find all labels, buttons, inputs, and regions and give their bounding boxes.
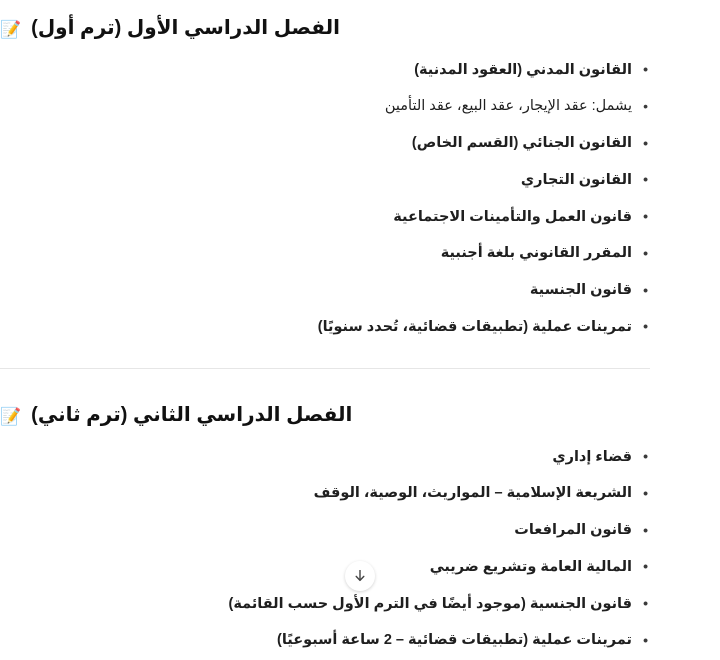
- memo-icon: 📝: [0, 19, 22, 39]
- section-one-title: الفصل الدراسي الأول (ترم أول): [31, 17, 341, 39]
- list-item: • الشريعة الإسلامية – المواريث، الوصية، الوقف: [0, 476, 650, 513]
- section-semester-one: [0, 0, 650, 346]
- section-semester-two: [0, 387, 650, 660]
- section-two-heading: [0, 387, 650, 439]
- list-item: • قضاء إداري: [0, 439, 650, 476]
- list-item: • تمرينات عملية (تطبيقات قضائية، تُحدد سنويًا): [0, 309, 650, 346]
- scroll-down-button[interactable]: [345, 561, 375, 591]
- list-item: • تمرينات عملية (تطبيقات قضائية – 2 ساعة أسبوعيًا): [0, 623, 650, 660]
- list-item: • القانون التجاري: [0, 162, 650, 199]
- memo-icon: 📝: [0, 406, 22, 426]
- list-item: • القانون المدني (العقود المدنية): [0, 52, 650, 89]
- list-item: • قانون العمل والتأمينات الاجتماعية: [0, 199, 650, 236]
- section-divider: [0, 368, 650, 369]
- list-item: • قانون الجنسية: [0, 273, 650, 310]
- list-item: • قانون المرافعات: [0, 513, 650, 550]
- list-item: • المالية العامة وتشريع ضريبي: [0, 549, 650, 586]
- list-item: • قانون الجنسية (موجود أيضًا في الترم الأول حسب القائمة): [0, 586, 650, 623]
- list-item: • يشمل: عقد الإيجار، عقد البيع، عقد التأمين: [0, 89, 650, 126]
- section-two-title: الفصل الدراسي الثاني (ترم ثاني): [31, 404, 353, 426]
- list-item: • المقرر القانوني بلغة أجنبية: [0, 236, 650, 273]
- section-one-heading: [0, 0, 650, 52]
- arrow-down-icon: [352, 568, 368, 584]
- list-item: • القانون الجنائي (القسم الخاص): [0, 126, 650, 163]
- section-one-list: [0, 52, 650, 346]
- section-two-list: [0, 439, 650, 660]
